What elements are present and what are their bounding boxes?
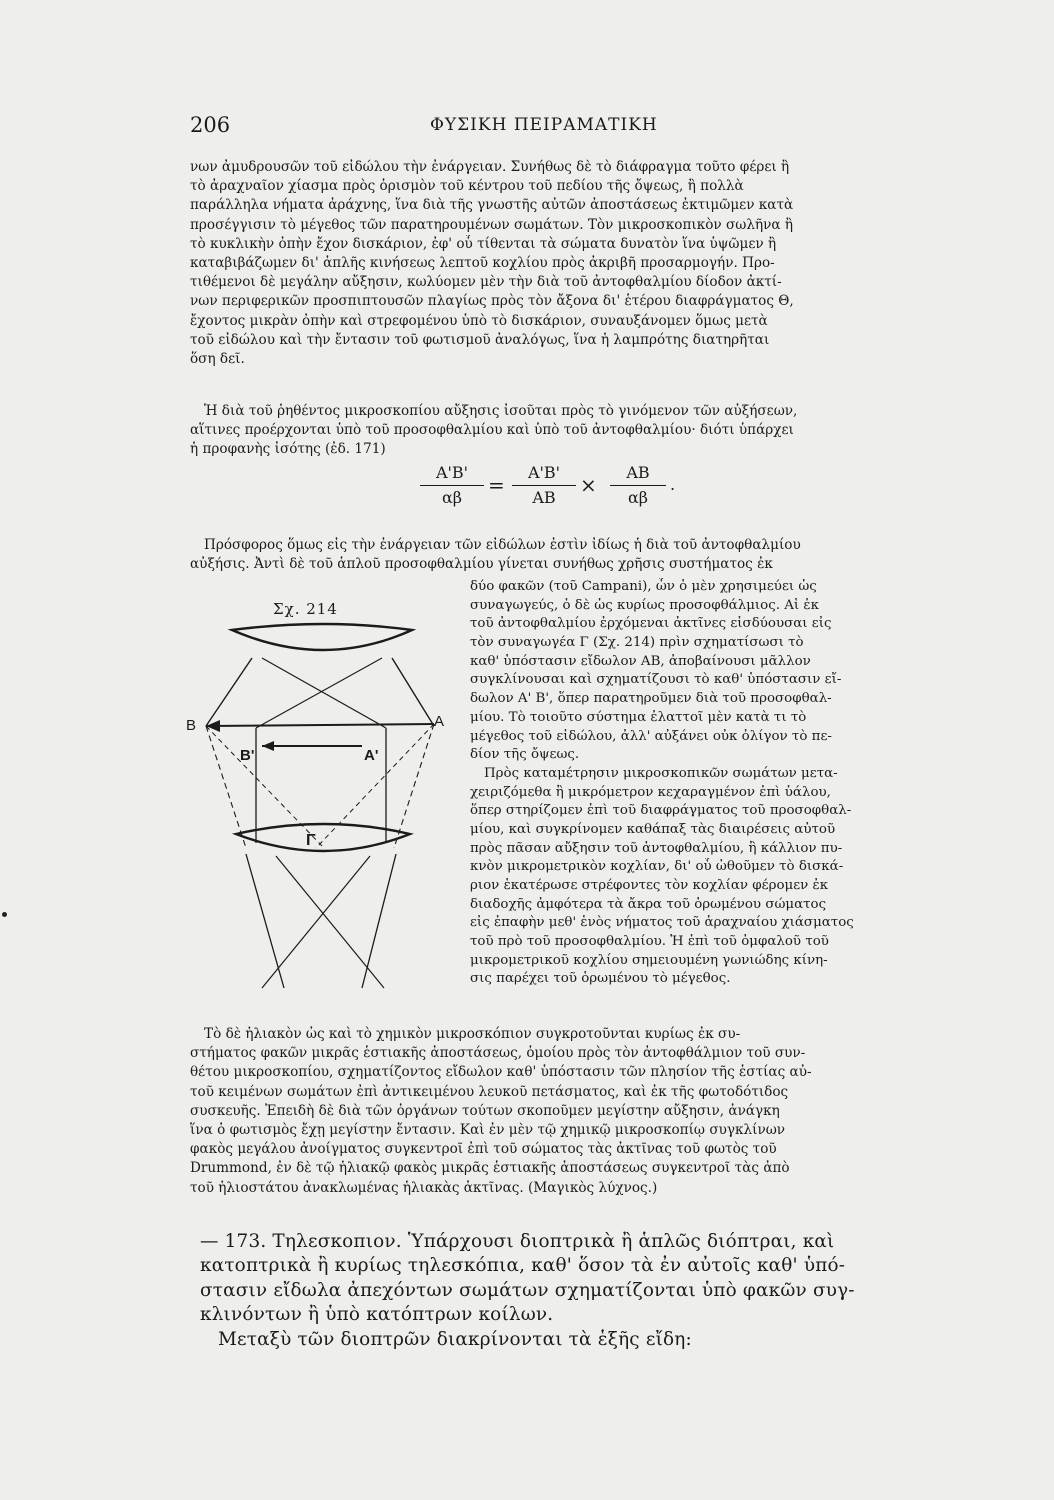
text-line: τοῦ ἡλιοστάτου ἀνακλωμένας ἡλιακὰς ἀκτῖνας. (Μαγικὸς λύχνος.): [190, 1179, 658, 1196]
label-a-prime: A': [364, 747, 379, 764]
solar-microscope-paragraph: [190, 1025, 958, 1198]
fraction-bar: [420, 485, 484, 486]
text-line: δωλον A' B', ὅπερ παρατηροῦμεν διὰ τοῦ προσοφθαλ-: [470, 691, 832, 707]
equals-sign: =: [488, 473, 505, 497]
text-line: κνὸν μικρομετρικὸν κοχλίαν, δι' οὗ ὠθοῦμεν τὸ δισκά-: [470, 859, 844, 875]
text-line: τιθέμενοι δὲ μεγάλην αὔξησιν, κωλύομεν μὲν τὴν διὰ τοῦ ἀντοφθαλμίου δίοδον ἀκτί-: [190, 274, 782, 291]
dashed-ray: [316, 724, 434, 848]
dashed-ray: [394, 724, 434, 848]
text-line: καταβιβάζωμεν δι' ἁπλῆς κινήσεως λεπτοῦ κοχλίου πρὸς ἀκριβῆ προσαρμογήν. Προ-: [190, 254, 775, 271]
text-line: Πρόσφορος ὅμως εἰς τὴν ἐνάργειαν τῶν εἰδώλων ἐστὶν ἰδίως ἡ διὰ τοῦ ἀντοφθαλμίου: [204, 537, 801, 553]
text-line: δίον τῆς ὄψεως.: [470, 747, 580, 763]
text-line: μίου. Τὸ τοιοῦτο σύστημα ἐλαττοῖ μὲν κατὰ τι τὸ: [470, 709, 807, 725]
text-line: καθ' ὑπόστασιν εἴδωλον AB, ἀποβαίνουσι μᾶλλον: [470, 653, 811, 669]
running-title: ΦΥΣΙΚΗ ΠΕΙΡΑΜΑΤΙΚΗ: [430, 115, 658, 135]
text-line: συναγωγεύς, ὁ δὲ ὡς κυρίως προσοφθάλμιος. Αἱ ἐκ: [470, 597, 819, 613]
text-line: Πρὸς καταμέτρησιν μικροσκοπικῶν σωμάτων μετα-: [484, 765, 838, 781]
text-line: τοῦ ἀντοφθαλμίου ἐρχόμεναι ἀκτῖνες εἰσδύουσαι εἰς: [470, 616, 832, 632]
page-header: [190, 113, 958, 143]
section-173: [200, 1230, 970, 1352]
numerator: A'B': [527, 463, 561, 482]
eyepiece-lens: [232, 624, 412, 650]
text-line: ἔχοντος μικρὰν ὀπὴν καὶ στρεφομένου ὑπὸ τὸ δισκάριον, συναυξάνομεν ὅμως μετὰ: [190, 312, 768, 329]
text-line: στασιν εἴδωλα ἀπεχόντων σωμάτων σχηματίζονται ὑπὸ φακῶν συγ-: [200, 1279, 855, 1301]
text-line: νων περιφερικῶν προσπιπτουσῶν πλαγίως πρὸς τὸν ἄξονα δι' ἑτέρου διαφράγματος Θ,: [190, 293, 794, 310]
text-line: θέτου μικροσκοπίου, σχηματίζοντος εἴδωλον καθ' ὑπόστασιν τῶν πλησίον τῆς ἑστίας αὐ-: [190, 1064, 812, 1081]
label-b-prime: B': [240, 747, 255, 764]
magnification-paragraph: [190, 402, 958, 460]
page-number: 206: [190, 113, 231, 137]
dashed-ray: [206, 726, 246, 848]
text-line: τὸν συναγωγέα Γ (Σχ. 214) πρὶν σχηματίσωσι τὸ: [470, 635, 804, 651]
ray-line: [256, 658, 382, 728]
denominator: αβ: [441, 488, 463, 507]
full-width-lines: [190, 536, 958, 574]
text-line: μίου, καὶ συγκρίνομεν καθάπαξ τὰς διαιρέσεις αὐτοῦ: [470, 821, 836, 837]
text-line: Ἡ διὰ τοῦ ῥηθέντος μικροσκοπίου αὔξησις ἰσοῦται πρὸς τὸ γινόμενον τῶν αὐξήσεων,: [204, 403, 798, 419]
scan-speck: [2, 912, 7, 917]
figure-caption: Σχ. 214: [273, 600, 338, 618]
fraction: [512, 463, 576, 508]
text-line: εἰς ἐπαφὴν μεθ' ἑνὸς νήματος τοῦ ἀραχναίου χιάσματος: [470, 915, 854, 931]
image-arrow-ab: [206, 724, 434, 726]
text-line: συσκευῆς. Ἐπειδὴ δὲ διὰ τῶν ὀργάνων τούτων σκοποῦμεν μεγίστην αὔξησιν, ἀνάγκη: [190, 1102, 780, 1119]
ray-line: [392, 658, 434, 726]
top-paragraph: [190, 158, 958, 369]
numerator: A'B': [435, 463, 469, 482]
fraction-bar: [512, 485, 576, 486]
text-line: ὅση δεῖ.: [190, 350, 245, 367]
ray-line: [276, 856, 384, 988]
fraction: [610, 463, 666, 508]
text-line: ριον ἑκατέρωσε στρέφοντες τὸν κοχλίαν φέρομεν ἐκ: [470, 878, 829, 893]
ray-line: [262, 856, 370, 988]
fraction: [420, 463, 484, 508]
ray-line: [206, 658, 252, 726]
text-line: Drummond, ἐν δὲ τῷ ἡλιακῷ φακὸς μικρᾶς ἑστιακῆς ἀποστάσεως συγκεντροῖ τὰς ἀπὸ: [190, 1160, 790, 1177]
text-line: σις παρέχει τοῦ ὁρωμένου τὸ μέγεθος.: [470, 971, 731, 987]
text-line: Τὸ δὲ ἡλιακὸν ὡς καὶ τὸ χημικὸν μικροσκόπιον συγκροτοῦνται κυρίως ἐκ συ-: [204, 1026, 741, 1042]
side-column: [470, 578, 958, 989]
formula-period: .: [670, 475, 676, 494]
text-line: τοῦ κειμένων σωμάτων ἐπὶ ἀντικειμένου λευκοῦ πετάσματος, καὶ ἐκ τῆς φωτοδότιδος: [190, 1083, 789, 1100]
text-line: κλινόντων ἢ ὑπὸ κατόπτρων κοίλων.: [200, 1304, 554, 1326]
arrow-head: [262, 741, 274, 751]
ray-line: [262, 658, 386, 728]
text-line: — 173. Τηλεσκοπιον. Ὑπάρχουσι διοπτρικὰ ἢ ἁπλῶς διόπτραι, καὶ: [200, 1231, 835, 1252]
text-line: προσέγγισιν τὸ μέγεθος τῶν παρατηρουμένων σωμάτων. Τὸν μικροσκοπικὸν σωλῆνα ἢ: [190, 216, 794, 233]
times-sign: ×: [580, 473, 597, 497]
text-line: ἡ προφανὴς ἰσότης (ἐδ. 171): [190, 441, 386, 458]
text-line: τὸ ἀραχναῖον χίασμα πρὸς ὁρισμὸν τοῦ κέντρου τοῦ πεδίου τῆς ὄψεως, ἢ πολλὰ: [190, 178, 744, 195]
text-line: πρὸς πᾶσαν αὔξησιν τοῦ ἀντοφθαλμίου, ἢ κάλλιον πυ-: [470, 840, 843, 856]
text-line: τοῦ πρὸ τοῦ προσοφθαλμίου. Ἡ ἐπὶ τοῦ ὀμφαλοῦ τοῦ: [470, 934, 829, 950]
text-line: φακὸς μεγάλου ἀνοίγματος συγκεντροῖ ἐπὶ τοῦ σώματος τὰς ἀκτῖνας τοῦ φωτὸς τοῦ: [190, 1141, 777, 1158]
text-line: ἵνα ὁ φωτισμὸς ἔχῃ μεγίστην ἔντασιν. Καὶ ἐν μὲν τῷ χημικῷ μικροσκοπίῳ συγκλίνων: [190, 1121, 786, 1138]
magnification-formula: [420, 463, 720, 523]
text-line: αὐξήσις. Ἀντὶ δὲ τοῦ ἁπλοῦ προσοφθαλμίου γίνεται συνήθως χρῆσις συστήματος ἐκ: [190, 556, 773, 573]
microscope-diagram: [184, 618, 454, 1018]
collector-lens-gamma: [236, 824, 410, 851]
label-gamma: Γ: [306, 832, 316, 849]
text-line: τοῦ εἰδώλου καὶ τὴν ἔντασιν τοῦ φωτισμοῦ ἀναλόγως, ἵνα ἡ λαμπρότης διατηρῆται: [190, 331, 770, 348]
numerator: AB: [626, 463, 650, 482]
fraction-bar: [610, 485, 666, 486]
text-line: μέγεθος τοῦ εἰδώλου, ἀλλ' αὐξάνει οὐκ ὀλίγον τὸ πε-: [470, 728, 832, 744]
text-line: μικρομετρικοῦ κοχλίου σημειουμένη γωνιώδης κίνη-: [470, 952, 828, 968]
text-line: συγκλίνουσαι καὶ σχηματίζουσι τὸ καθ' ὑπόστασιν εἴ-: [470, 672, 842, 688]
text-line: τὸ κυκλικὴν ὀπὴν ἔχον δισκάριον, ἐφ' οὗ τίθενται τὰ σώματα δυνατὸν ἵνα ὑψῶμεν ἢ: [190, 235, 777, 252]
text-line: νων ἀμυδρουσῶν τοῦ εἰδώλου τὴν ἐνάργειαν. Συνήθως δὲ τὸ διάφραγμα τοῦτο φέρει ἢ: [190, 159, 790, 175]
label-b: B: [186, 717, 197, 734]
text-line: ὅπερ στηρίζομεν ἐπὶ τοῦ διαφράγματος τοῦ προσοφθαλ-: [470, 803, 852, 819]
text-line: στήματος φακῶν μικρᾶς ἑστιακῆς ἀποστάσεως, ὁμοίου πρὸς τὸν ἀντοφθάλμιον τοῦ συν-: [190, 1045, 806, 1062]
text-line: κατοπτρικὰ ἢ κυρίως τηλεσκόπια, καθ' ὅσον τὰ ἐν αὐτοῖς καθ' ὑπό-: [200, 1255, 846, 1277]
text-line: παράλληλα νήματα ἀράχνης, ἵνα διὰ τῆς γνωστῆς αὐτῶν ἀποστάσεως ἐκτιμῶμεν κατὰ: [190, 197, 794, 214]
text-line: χειριζόμεθα ἢ μικρόμετρον κεχαραγμένον ἐπὶ ὑάλου,: [470, 784, 831, 800]
text-line: Μεταξὺ τῶν διοπτρῶν διακρίνονται τὰ ἑξῆς εἴδη:: [218, 1328, 692, 1350]
label-a: A: [434, 713, 445, 730]
text-line: δύο φακῶν (τοῦ Campani), ὧν ὁ μὲν χρησιμεύει ὡς: [470, 579, 817, 594]
text-line: διαδοχῆς ἀμφότερα τὰ ἄκρα τοῦ ὁρωμένου σώματος: [470, 896, 827, 912]
text-line: αἵτινες προέρχονται ὑπὸ τοῦ προσοφθαλμίου καὶ ὑπὸ τοῦ ἀντοφθαλμίου· διότι ὑπάρχει: [190, 422, 794, 439]
denominator: AB: [532, 488, 556, 507]
denominator: αβ: [627, 488, 649, 507]
